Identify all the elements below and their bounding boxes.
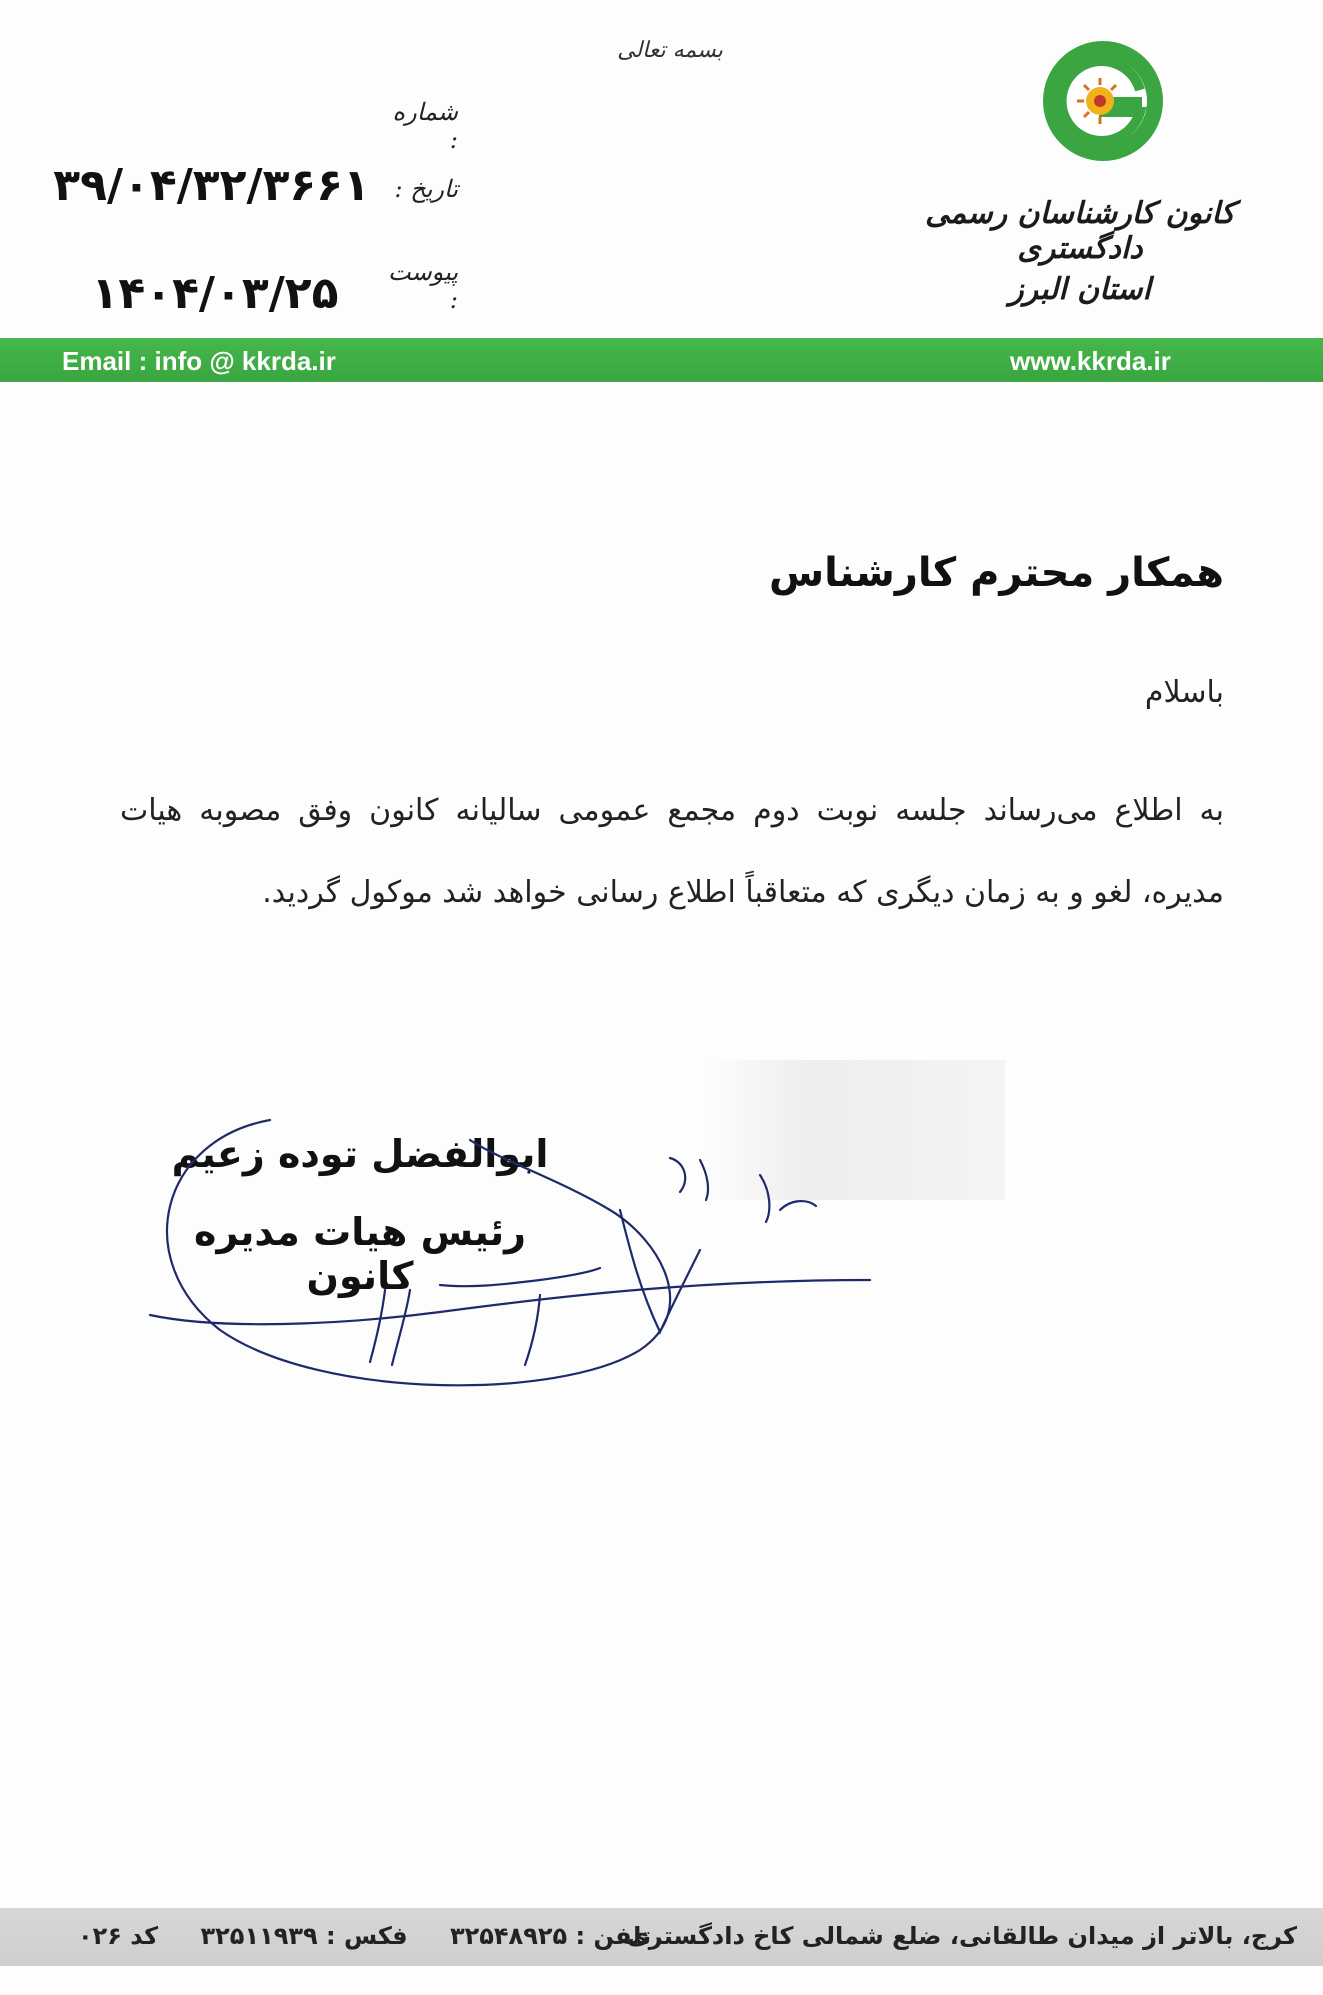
date-label: تاریخ : — [394, 175, 458, 203]
bismillah: بسمه تعالی — [617, 38, 723, 63]
signatory-name: ابوالفضل توده زعیم — [171, 1132, 549, 1176]
greeting: باسلام — [1144, 675, 1224, 710]
letter-body: به اطلاع می‌رساند جلسه نوبت دوم مجمع عمومی سالیانه کانون وفق مصوبه هیات مدیره، لغو و به زمان دیگری که متعاقباً اطلاع رسانی خواهد شد موکول گردید. — [120, 793, 1224, 910]
org-name: کانون کارشناسان رسمی دادگستری — [925, 196, 1235, 266]
footer-area-code: کد ۰۲۶ — [78, 1922, 159, 1950]
footer-address: کرج، بالاتر از میدان طالقانی، ضلع شمالی کاخ دادگستری — [626, 1922, 1297, 1950]
footer-fax: فکس : ۳۲۵۱۱۹۳۹ — [200, 1922, 408, 1950]
website-text: www.kkrda.ir — [1010, 346, 1171, 376]
footer-bar — [0, 1908, 1323, 1966]
footer-phone: تلفن : ۳۲۵۴۸۹۲۵ — [449, 1922, 652, 1950]
letter-date: ۱۴۰۴/۰۳/۲۵ — [91, 268, 339, 319]
salutation: همکار محترم کارشناس — [768, 550, 1224, 596]
signatory-title: رئیس هیات مدیره کانون — [194, 1210, 526, 1298]
province-name: استان البرز — [1009, 272, 1151, 307]
header-band — [0, 338, 1323, 382]
number-label: شماره : — [392, 98, 458, 154]
footer-contacts — [44, 1922, 651, 1950]
attachment-label: پیوست : — [388, 258, 458, 314]
letter-number: ۳۹/۰۴/۳۲/۳۶۶۱ — [53, 160, 370, 211]
scan-shadow — [705, 1060, 1005, 1200]
org-logo-icon — [1042, 40, 1164, 162]
email-text: Email : info @ kkrda.ir — [62, 346, 336, 376]
